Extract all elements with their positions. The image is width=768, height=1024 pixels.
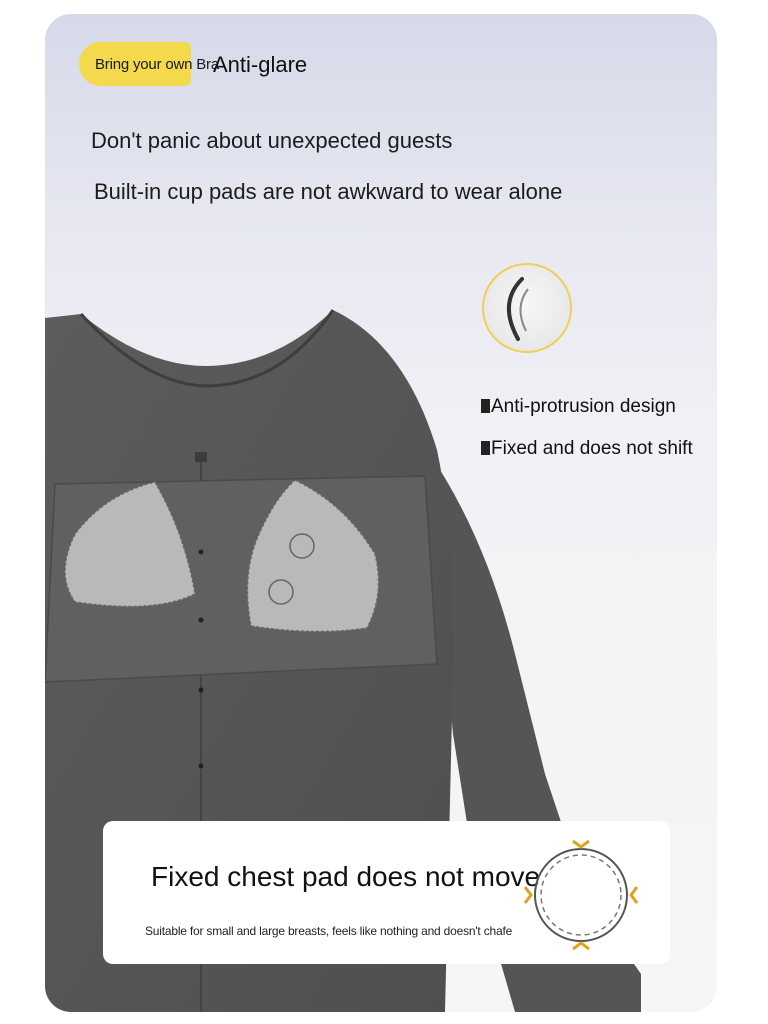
product-card xyxy=(45,14,717,1012)
headline-line-2: Built-in cup pads are not awkward to wear alone xyxy=(94,179,563,204)
bullet-icon xyxy=(481,441,490,455)
fixed-pad-icon xyxy=(515,835,643,953)
info-card-subtitle: Suitable for small and large breasts, feels like nothing and doesn't chafe xyxy=(145,924,513,938)
feature-label: Fixed and does not shift xyxy=(491,438,693,459)
info-card-title: Fixed chest pad does not move xyxy=(151,861,541,892)
info-card xyxy=(103,821,670,964)
bra-tag-label: Bring your own Bra xyxy=(95,56,219,73)
bullet-icon xyxy=(481,399,490,413)
feature-anti-protrusion xyxy=(481,396,676,418)
feature-label: Anti-protrusion design xyxy=(491,396,676,417)
headline-line-1: Don't panic about unexpected guests xyxy=(91,128,453,153)
feature-fixed xyxy=(481,438,693,460)
pad-closeup-icon xyxy=(480,261,574,355)
anti-glare-heading: Anti-glare xyxy=(213,52,308,77)
